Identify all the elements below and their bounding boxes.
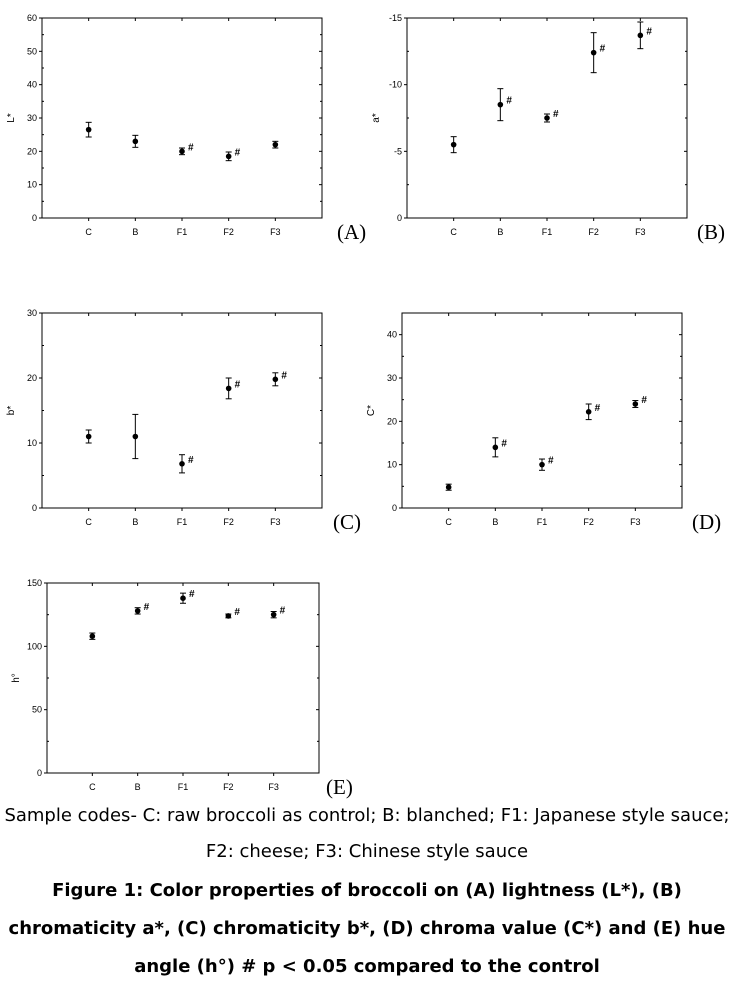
- data-point: [271, 612, 277, 618]
- y-tick-label: 150: [26, 578, 42, 588]
- chart-chroma-C: [360, 305, 690, 535]
- x-tick-label: F2: [588, 227, 599, 237]
- y-tick-label: -15: [388, 13, 402, 23]
- x-tick-label: F3: [270, 227, 281, 237]
- data-point: [179, 149, 185, 155]
- significance-mark: #: [548, 455, 554, 467]
- significance-mark: #: [234, 606, 240, 618]
- y-axis-label: h°: [11, 673, 22, 683]
- x-tick-label: F1: [536, 517, 548, 527]
- y-axis-label: b*: [6, 405, 17, 416]
- sample-codes-line-1: Sample codes- C: raw broccoli as control; B: blanched; F1: Japanese style sauce;: [4, 805, 730, 826]
- x-tick-label: B: [132, 517, 139, 527]
- significance-mark: #: [189, 589, 195, 601]
- significance-mark: #: [143, 601, 150, 613]
- data-point: [133, 139, 139, 145]
- x-tick-label: F1: [541, 227, 553, 237]
- data-point: [451, 142, 457, 148]
- sample-codes-line-2: F2: cheese; F3: Chinese style sauce: [205, 841, 529, 862]
- y-tick-label: 0: [31, 503, 37, 513]
- x-tick-label: B: [132, 227, 139, 237]
- significance-mark: #: [501, 438, 507, 450]
- y-tick-label: 10: [26, 179, 37, 190]
- data-point: [633, 401, 639, 407]
- significance-mark: #: [188, 454, 194, 466]
- y-axis-label: C*: [366, 404, 377, 417]
- data-point: [86, 434, 92, 440]
- y-tick-label: 0: [396, 213, 402, 223]
- data-point: [544, 115, 550, 121]
- data-point: [586, 409, 592, 415]
- y-tick-label: 20: [386, 416, 397, 427]
- y-tick-label: 0: [31, 213, 37, 223]
- y-tick-label: 100: [26, 641, 42, 652]
- sample-codes-caption: [0, 798, 734, 870]
- plot-frame: [402, 313, 682, 508]
- y-tick-label: -5: [393, 146, 402, 157]
- chart-chromaticity-b: [0, 305, 330, 535]
- x-tick-label: C: [445, 517, 452, 527]
- panel-label-b: (B): [697, 220, 725, 244]
- y-tick-label: 50: [26, 46, 37, 57]
- data-point: [638, 33, 644, 39]
- plot-frame: [42, 18, 322, 218]
- x-tick-label: B: [492, 517, 499, 527]
- data-point: [273, 142, 279, 148]
- y-tick-label: 10: [386, 459, 397, 470]
- y-tick-label: 30: [26, 308, 37, 318]
- panel-label-a: (A): [337, 220, 367, 244]
- significance-mark: #: [188, 142, 194, 154]
- data-point: [90, 633, 96, 639]
- significance-mark: #: [234, 147, 241, 159]
- data-point: [133, 434, 139, 440]
- significance-mark: #: [281, 370, 287, 382]
- y-tick-label: 10: [26, 438, 37, 448]
- significance-mark: #: [594, 402, 601, 414]
- plot-frame: [42, 313, 322, 508]
- y-tick-label: 0: [391, 503, 397, 513]
- x-tick-label: F3: [630, 517, 641, 527]
- data-point: [591, 50, 597, 56]
- chart-lightness-L: [0, 10, 330, 250]
- x-tick-label: C: [450, 227, 457, 237]
- y-tick-label: 40: [386, 329, 397, 340]
- x-tick-label: C: [85, 227, 92, 237]
- x-tick-label: F3: [268, 782, 279, 792]
- significance-mark: #: [553, 109, 559, 120]
- x-tick-label: F1: [176, 227, 188, 237]
- x-tick-label: F2: [223, 517, 234, 527]
- significance-mark: #: [646, 26, 652, 38]
- figure-caption: Figure 1: Color properties of broccoli on (A) lightness (L*), (B) chromaticity a*, (C) chromaticity b*, (D) chroma value (C*) and (E) hue angle (h°) # p < 0.05 compared to the control: [8, 880, 726, 977]
- y-tick-label: 20: [26, 373, 37, 383]
- y-tick-label: 0: [36, 768, 42, 778]
- data-point: [539, 462, 545, 468]
- data-point: [135, 608, 141, 614]
- y-tick-label: 30: [386, 373, 397, 383]
- y-tick-label: -10: [388, 79, 402, 90]
- significance-mark: #: [234, 379, 241, 391]
- data-point: [446, 484, 452, 490]
- data-point: [226, 154, 232, 160]
- significance-mark: #: [599, 43, 606, 55]
- x-tick-label: F3: [635, 227, 646, 237]
- y-axis-label: a*: [371, 113, 382, 123]
- data-point: [179, 461, 185, 467]
- y-tick-label: 60: [26, 13, 37, 23]
- y-tick-label: 50: [31, 704, 42, 715]
- x-tick-label: F3: [270, 517, 281, 527]
- significance-mark: #: [641, 395, 647, 406]
- y-axis-label: L*: [6, 113, 17, 123]
- y-tick-label: 40: [26, 79, 37, 90]
- x-tick-label: C: [85, 517, 92, 527]
- data-point: [86, 127, 92, 133]
- x-tick-label: B: [134, 782, 141, 792]
- chart-hue-angle-h: [0, 575, 330, 795]
- data-point: [180, 595, 186, 601]
- plot-frame: [47, 583, 319, 773]
- y-tick-label: 30: [26, 113, 37, 123]
- significance-mark: #: [279, 605, 286, 617]
- x-tick-label: B: [497, 227, 504, 237]
- x-tick-label: F1: [177, 782, 189, 792]
- panel-label-e: (E): [326, 775, 353, 799]
- x-tick-label: F2: [583, 517, 594, 527]
- x-tick-label: F1: [176, 517, 188, 527]
- data-point: [498, 102, 504, 108]
- data-point: [226, 386, 232, 392]
- panel-label-c: (C): [333, 510, 361, 534]
- y-tick-label: 20: [26, 146, 37, 157]
- data-point: [226, 613, 232, 619]
- panel-label-d: (D): [692, 510, 722, 534]
- x-tick-label: F2: [223, 227, 234, 237]
- data-point: [493, 445, 499, 451]
- chart-chromaticity-a: [365, 10, 695, 250]
- data-point: [273, 377, 279, 383]
- significance-mark: #: [506, 95, 512, 107]
- x-tick-label: C: [89, 782, 96, 792]
- x-tick-label: F2: [223, 782, 234, 792]
